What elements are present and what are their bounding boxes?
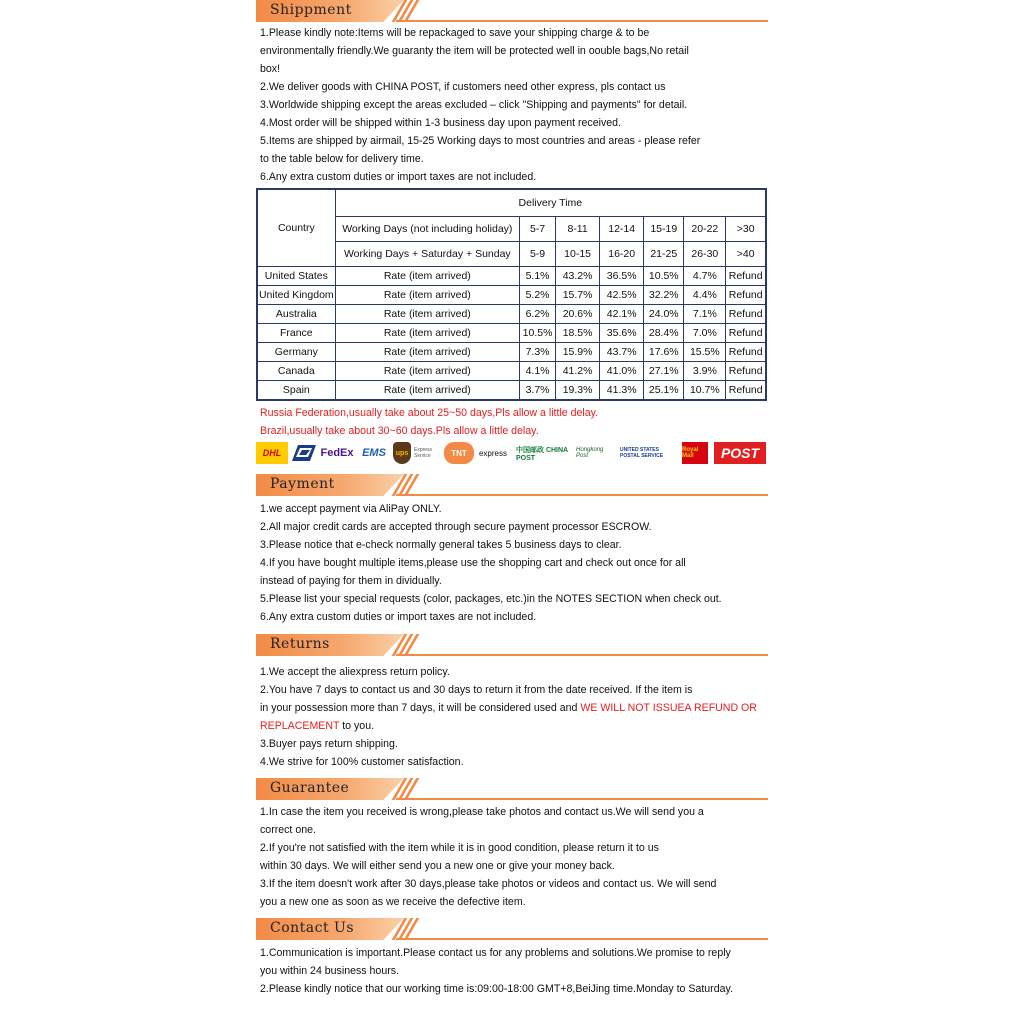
russia-note: Russia Federation,usually take about 25~50 days,Pls allow a little delay. (260, 407, 599, 419)
fedex-logo: FedEx (320, 447, 354, 459)
rate-value-cell: 41.0% (600, 362, 644, 381)
rate-row (257, 362, 766, 381)
rate-row (257, 381, 766, 401)
rate-value-cell: 6.2% (520, 305, 556, 324)
working-days-cell: 5-7 (520, 217, 556, 242)
working-days-weekend-cell: 26-30 (684, 242, 726, 267)
rate-row (257, 343, 766, 362)
rate-value-cell: 32.2% (644, 286, 684, 305)
guarantee-line: 2.If you're not satisfied with the item while it is in good condition, please return it to us (260, 842, 659, 854)
rate-value-cell: 10.5% (644, 267, 684, 286)
rate-value-cell: 4.7% (684, 267, 726, 286)
payment-line: 6.Any extra custom duties or import taxes are not included. (260, 611, 537, 623)
working-days-weekend-cell: >40 (726, 242, 766, 267)
rate-value-cell: Refund (726, 267, 766, 286)
rate-value-cell: 4.1% (520, 362, 556, 381)
rate-label-cell: Rate (item arrived) (335, 343, 519, 362)
rate-value-cell: 15.7% (556, 286, 600, 305)
rate-value-cell: Refund (726, 381, 766, 401)
usps-text-logo: UNITED STATES POSTAL SERVICE (620, 447, 664, 459)
payment-line: 4.If you have bought multiple items,please use the shopping cart and check out once for all (260, 557, 686, 569)
rate-value-cell: 24.0% (644, 305, 684, 324)
rate-value-cell: Refund (726, 286, 766, 305)
working-days-cell: 20-22 (684, 217, 726, 242)
rate-value-cell: 43.2% (556, 267, 600, 286)
shipment-line: to the table below for delivery time. (260, 153, 424, 165)
rate-value-cell: 25.1% (644, 381, 684, 401)
rate-value-cell: 7.3% (520, 343, 556, 362)
guarantee-line: you a new one as soon as we receive the defective item. (260, 896, 526, 908)
royal-mail-logo: Royal Mail (682, 442, 708, 464)
shipment-line: 4.Most order will be shipped within 1-3 business day upon payment received. (260, 117, 621, 129)
payment-line: 2.All major credit cards are accepted through secure payment processor ESCROW. (260, 521, 652, 533)
country-header: Country (257, 189, 335, 267)
usps-logo (292, 442, 316, 464)
dhl-logo: DHL (256, 442, 288, 464)
payment-line: 5.Please list your special requests (color, packages, etc.)in the NOTES SECTION when check out. (260, 593, 722, 605)
returns-line: 1.We accept the aliexpress return policy. (260, 666, 450, 678)
express-service-logo: Express Service (414, 447, 433, 459)
rate-value-cell: 4.4% (684, 286, 726, 305)
shipment-title: Shippment (270, 2, 352, 18)
shipment-line: 5.Items are shipped by airmail, 15-25 Working days to most countries and areas - please refer (260, 135, 701, 147)
returns-title: Returns (270, 636, 330, 652)
rate-value-cell: Refund (726, 305, 766, 324)
contact-header (256, 918, 768, 940)
rate-value-cell: 7.1% (684, 305, 726, 324)
hongkong-post-logo: Hongkong Post (576, 447, 604, 459)
carrier-logos (256, 440, 768, 466)
rate-value-cell: 36.5% (600, 267, 644, 286)
working-days-cell: 12-14 (600, 217, 644, 242)
guarantee-line: within 30 days. We will either send you a new one or give your money back. (260, 860, 615, 872)
rate-value-cell: 41.3% (600, 381, 644, 401)
guarantee-text (260, 803, 770, 911)
tnt-logo: TNT (444, 442, 474, 464)
rate-row (257, 305, 766, 324)
rate-value-cell: 10.5% (520, 324, 556, 343)
rate-value-cell: 20.6% (556, 305, 600, 324)
post-logo: POST (714, 442, 766, 464)
rate-row (257, 324, 766, 343)
rate-value-cell: 42.1% (600, 305, 644, 324)
returns-line: in your possession more than 7 days, it will be considered used and WE WILL NOT ISSUEA REFUND OR (260, 702, 757, 714)
rate-value-cell: 43.7% (600, 343, 644, 362)
delivery-time-table (256, 188, 767, 401)
ems-logo: EMS (362, 447, 386, 459)
returns-header (256, 634, 768, 656)
returns-text (260, 663, 770, 771)
rate-value-cell: 18.5% (556, 324, 600, 343)
rate-value-cell: 17.6% (644, 343, 684, 362)
delivery-time-header: Delivery Time (335, 189, 766, 217)
rate-label-cell: Rate (item arrived) (335, 305, 519, 324)
shipment-text (260, 24, 770, 186)
rate-value-cell: 10.7% (684, 381, 726, 401)
country-cell: Germany (257, 343, 335, 362)
working-days-label: Working Days (not including holiday) (335, 217, 519, 242)
working-days-weekend-cell: 21-25 (644, 242, 684, 267)
working-days-weekend-cell: 5-9 (520, 242, 556, 267)
shipment-line: 2.We deliver goods with CHINA POST, if customers need other express, pls contact us (260, 81, 666, 93)
shipment-line: box! (260, 63, 281, 75)
returns-line: REPLACEMENT to you. (260, 720, 375, 732)
rate-value-cell: 42.5% (600, 286, 644, 305)
contact-line: 2.Please kindly notice that our working time is:09:00-18:00 GMT+8,BeiJing time.Monday to Saturday. (260, 983, 733, 995)
country-cell: United States (257, 267, 335, 286)
country-cell: Canada (257, 362, 335, 381)
guarantee-title: Guarantee (270, 780, 350, 796)
payment-line: 3.Please notice that e-check normally general takes 5 business days to clear. (260, 539, 622, 551)
working-days-cell: >30 (726, 217, 766, 242)
guarantee-line: correct one. (260, 824, 316, 836)
guarantee-line: 1.In case the item you received is wrong,please take photos and contact us.We will send you a (260, 806, 704, 818)
rate-value-cell: 3.9% (684, 362, 726, 381)
payment-text (260, 500, 770, 626)
rate-value-cell: 7.0% (684, 324, 726, 343)
shipment-line: environmentally friendly.We guaranty the item will be protected well in oouble bags,No retail (260, 45, 689, 57)
country-cell: Spain (257, 381, 335, 401)
shipment-line: 3.Worldwide shipping except the areas excluded – click "Shipping and payments" for detail. (260, 99, 688, 111)
contact-line: 1.Communication is important.Please contact us for any problems and solutions.We promise to reply (260, 947, 731, 959)
contact-line: you within 24 business hours. (260, 965, 399, 977)
rate-label-cell: Rate (item arrived) (335, 286, 519, 305)
returns-line: 2.You have 7 days to contact us and 30 days to return it from the date received. If the item is (260, 684, 693, 696)
payment-header (256, 474, 768, 496)
working-days-weekend-cell: 10-15 (556, 242, 600, 267)
shipment-line: 1.Please kindly note:Items will be repackaged to save your shipping charge & to be (260, 27, 650, 39)
rate-label-cell: Rate (item arrived) (335, 362, 519, 381)
country-cell: Australia (257, 305, 335, 324)
working-days-cell: 8-11 (556, 217, 600, 242)
rate-label-cell: Rate (item arrived) (335, 324, 519, 343)
payment-line: 1.we accept payment via AliPay ONLY. (260, 503, 442, 515)
guarantee-line: 3.If the item doesn't work after 30 days,please take photos or videos and contact us. We will send (260, 878, 717, 890)
brazil-note: Brazil,usually take about 30~60 days.Pls allow a little delay. (260, 425, 539, 437)
shipment-header (256, 0, 768, 22)
rate-value-cell: 41.2% (556, 362, 600, 381)
payment-title: Payment (270, 476, 335, 492)
rate-value-cell: 15.5% (684, 343, 726, 362)
rate-value-cell: 28.4% (644, 324, 684, 343)
returns-line: 3.Buyer pays return shipping. (260, 738, 398, 750)
working-days-weekend-label: Working Days + Saturday + Sunday (335, 242, 519, 267)
contact-title: Contact Us (270, 920, 355, 936)
rate-value-cell: 15.9% (556, 343, 600, 362)
country-cell: United Kingdom (257, 286, 335, 305)
rate-value-cell: 3.7% (520, 381, 556, 401)
shipment-notes (260, 404, 770, 440)
rate-value-cell: 27.1% (644, 362, 684, 381)
ups-logo: ups (393, 442, 411, 464)
payment-line: instead of paying for them in dividually. (260, 575, 442, 587)
contact-text (260, 944, 770, 998)
shipment-line: 6.Any extra custom duties or import taxes are not included. (260, 171, 537, 183)
china-post-logo: 中国邮政 CHINA POST (516, 446, 568, 462)
rate-value-cell: Refund (726, 362, 766, 381)
express-logo: express (478, 448, 507, 458)
rate-row (257, 286, 766, 305)
rate-row (257, 267, 766, 286)
guarantee-header (256, 778, 768, 800)
rate-value-cell: Refund (726, 324, 766, 343)
rate-value-cell: 35.6% (600, 324, 644, 343)
returns-line: 4.We strive for 100% customer satisfaction. (260, 756, 464, 768)
rate-value-cell: 5.1% (520, 267, 556, 286)
rate-label-cell: Rate (item arrived) (335, 267, 519, 286)
rate-value-cell: 19.3% (556, 381, 600, 401)
rate-value-cell: 5.2% (520, 286, 556, 305)
rate-value-cell: Refund (726, 343, 766, 362)
country-cell: France (257, 324, 335, 343)
working-days-weekend-cell: 16-20 (600, 242, 644, 267)
rate-label-cell: Rate (item arrived) (335, 381, 519, 401)
working-days-cell: 15-19 (644, 217, 684, 242)
